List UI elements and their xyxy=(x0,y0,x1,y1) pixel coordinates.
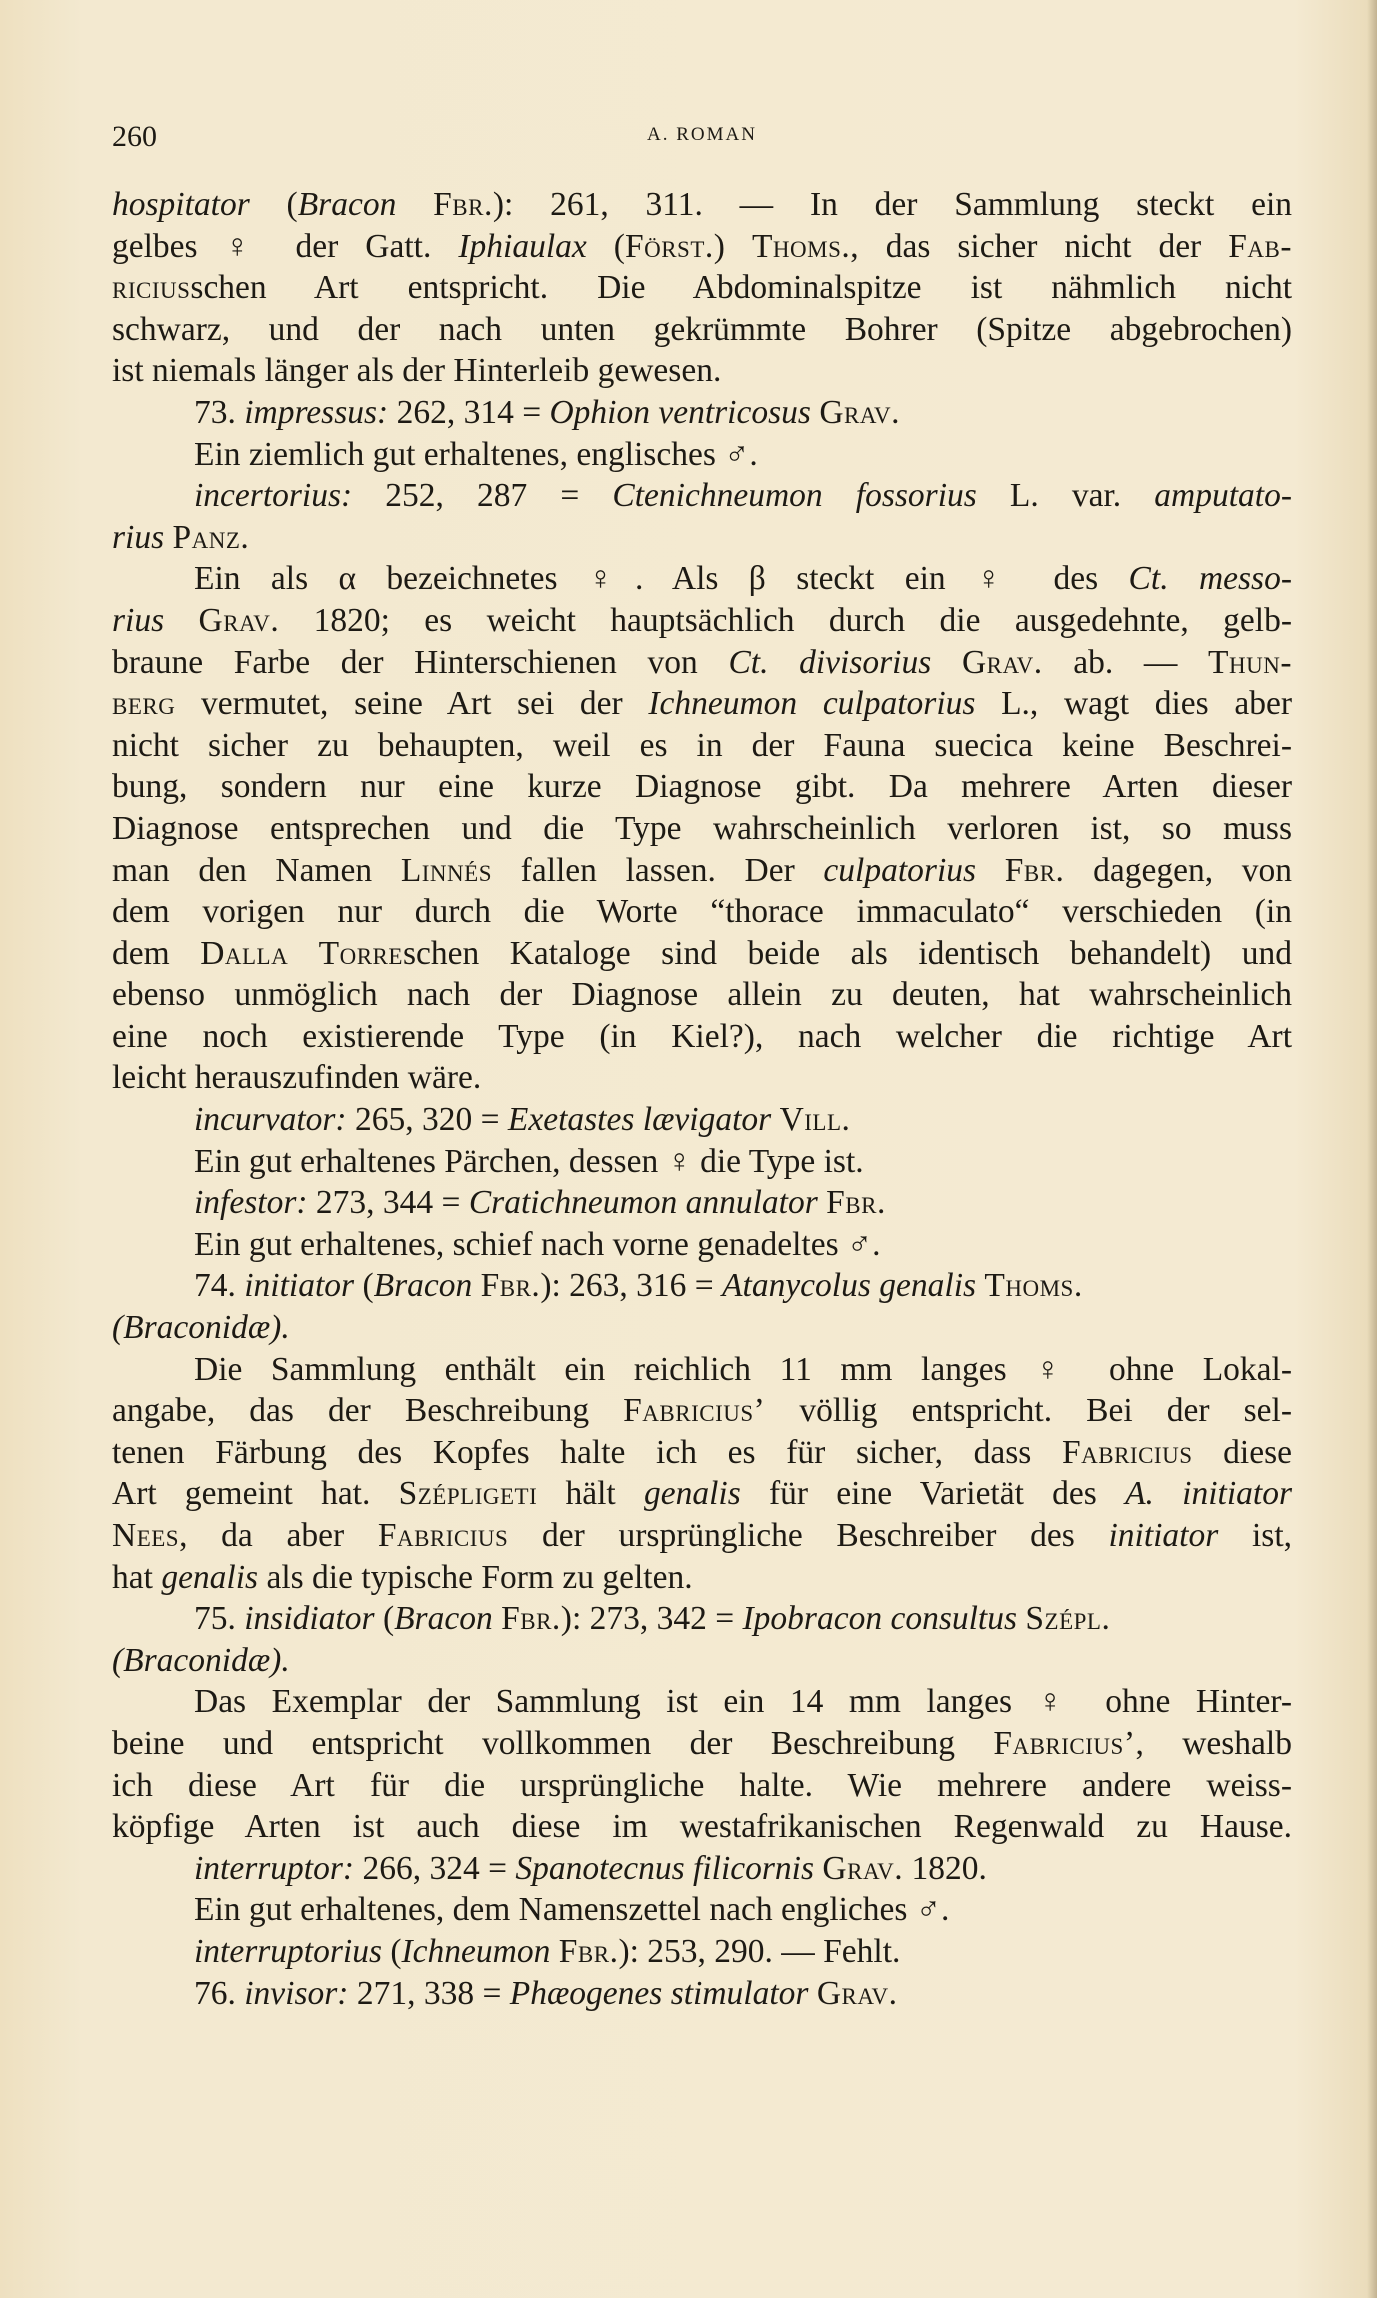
text-line: gelbes ♀ der Gatt. Iphiaulax (Först.) Thoms., das sicher nicht der Fab- xyxy=(112,227,1293,265)
text-line: Ein gut erhaltenes, dem Namenszettel nach engliches ♂. xyxy=(194,1891,950,1929)
text-line: ebenso unmöglich nach der Diagnose allein zu deuten, hat wahrscheinlich xyxy=(112,976,1292,1014)
text-line: hospitator (Bracon Fbr.): 261, 311. — In der Sammlung steckt ein xyxy=(112,186,1293,223)
text-line: 73. impressus: 262, 314 = Ophion ventricosus Grav. xyxy=(194,393,900,431)
text-line: eine noch existierende Type (in Kiel?), nach welcher die richtige Art xyxy=(112,1017,1292,1055)
text-line: beine und entspricht vollkommen der Beschreibung Fabricius’, weshalb xyxy=(112,1724,1292,1762)
text-line: braune Farbe der Hinterschienen von Ct. divisorius Grav. ab. — Thun- xyxy=(112,643,1292,681)
text-line: Ein ziemlich gut erhaltenes, englisches ♂. xyxy=(194,435,758,473)
text-line: schwarz, und der nach unten gekrümmte Bohrer (Spitze abgebrochen) xyxy=(112,310,1292,348)
text-line: 76. invisor: 271, 338 = Phæogenes stimulator Grav. xyxy=(194,1974,898,2012)
text-line: Diagnose entsprechen und die Type wahrscheinlich verloren ist, so muss xyxy=(112,809,1292,847)
text-line: tenen Färbung des Kopfes halte ich es für sicher, dass Fabricius diese xyxy=(112,1433,1292,1471)
text-line: riciusschen Art entspricht. Die Abdominalspitze ist nähmlich nicht xyxy=(112,269,1292,307)
page-body xyxy=(112,184,1292,2014)
text-line: interruptorius (Ichneumon Fbr.): 253, 290. — Fehlt. xyxy=(194,1932,901,1970)
page-number: 260 xyxy=(112,120,157,153)
text-line: hat genalis als die typische Form zu gelten. xyxy=(112,1558,693,1596)
text-line: bung, sondern nur eine kurze Diagnose gibt. Da mehrere Arten dieser xyxy=(112,768,1292,806)
text-line: incertorius: 252, 287 = Ctenichneumon fossorius L. var. amputato- xyxy=(194,477,1292,515)
text-line: interruptor: 266, 324 = Spanotecnus filicornis Grav. 1820. xyxy=(194,1849,987,1887)
text-line: 75. insidiator (Bracon Fbr.): 273, 342 = Ipobracon consultus Szépl. xyxy=(194,1600,1111,1638)
text-line: man den Namen Linnés fallen lassen. Der culpatorius Fbr. dagegen, von xyxy=(112,851,1292,889)
text-line: rius Grav. 1820; es weicht hauptsächlich durch die ausgedehnte, gelb- xyxy=(112,601,1292,639)
text-line: Nees, da aber Fabricius der ursprüngliche Beschreiber des initiator ist, xyxy=(112,1517,1293,1554)
text-line: Ein gut erhaltenes Pärchen, dessen ♀ die Type ist. xyxy=(194,1142,864,1180)
text-line: angabe, das der Beschreibung Fabricius’ völlig entspricht. Bei der sel- xyxy=(112,1392,1292,1430)
text-line: infestor: 273, 344 = Cratichneumon annulator Fbr. xyxy=(194,1184,886,1222)
text-line: 74. initiator (Bracon Fbr.): 263, 316 = Atanycolus genalis Thoms. xyxy=(194,1267,1083,1305)
text-line: dem Dalla Torreschen Kataloge sind beide als identisch behandelt) und xyxy=(112,934,1292,972)
text-line: köpfige Arten ist auch diese im westafrikanischen Regenwald zu Hause. xyxy=(112,1808,1292,1846)
text-line: leicht herauszufinden wäre. xyxy=(112,1059,482,1097)
text-line: ist niemals länger als der Hinterleib gewesen. xyxy=(112,352,722,390)
text-line: ich diese Art für die ursprüngliche halte. Wie mehrere andere weiss- xyxy=(112,1766,1292,1804)
text-line: Ein gut erhaltenes, schief nach vorne genadeltes ♂. xyxy=(194,1225,881,1263)
text-line: Ein als α bezeichnetes ♀. Als β steckt ein ♀ des Ct. messo- xyxy=(194,560,1292,598)
text-line: nicht sicher zu behaupten, weil es in der Fauna suecica keine Beschrei- xyxy=(112,726,1292,764)
page-edge-shadow xyxy=(1367,0,1377,2298)
running-head: A. ROMAN xyxy=(647,124,757,145)
text-line: Die Sammlung enthält ein reichlich 11 mm langes ♀ ohne Lokal- xyxy=(194,1350,1292,1388)
text-line: rius Panz. xyxy=(112,518,250,556)
text-line: dem vorigen nur durch die Worte “thorace immaculato“ verschieden (in xyxy=(112,893,1292,931)
page-header xyxy=(112,120,1292,160)
text-line: incurvator: 265, 320 = Exetastes lævigator Vill. xyxy=(194,1101,851,1139)
text-line: Das Exemplar der Sammlung ist ein 14 mm langes ♀ ohne Hinter- xyxy=(194,1683,1292,1721)
text-line: berg vermutet, seine Art sei der Ichneumon culpatorius L., wagt dies aber xyxy=(112,685,1292,723)
text-line: (Braconidæ). xyxy=(112,1641,290,1679)
text-line: Art gemeint hat. Szépligeti hält genalis für eine Varietät des A. initiator xyxy=(112,1475,1292,1513)
text-line: (Braconidæ). xyxy=(112,1309,290,1347)
